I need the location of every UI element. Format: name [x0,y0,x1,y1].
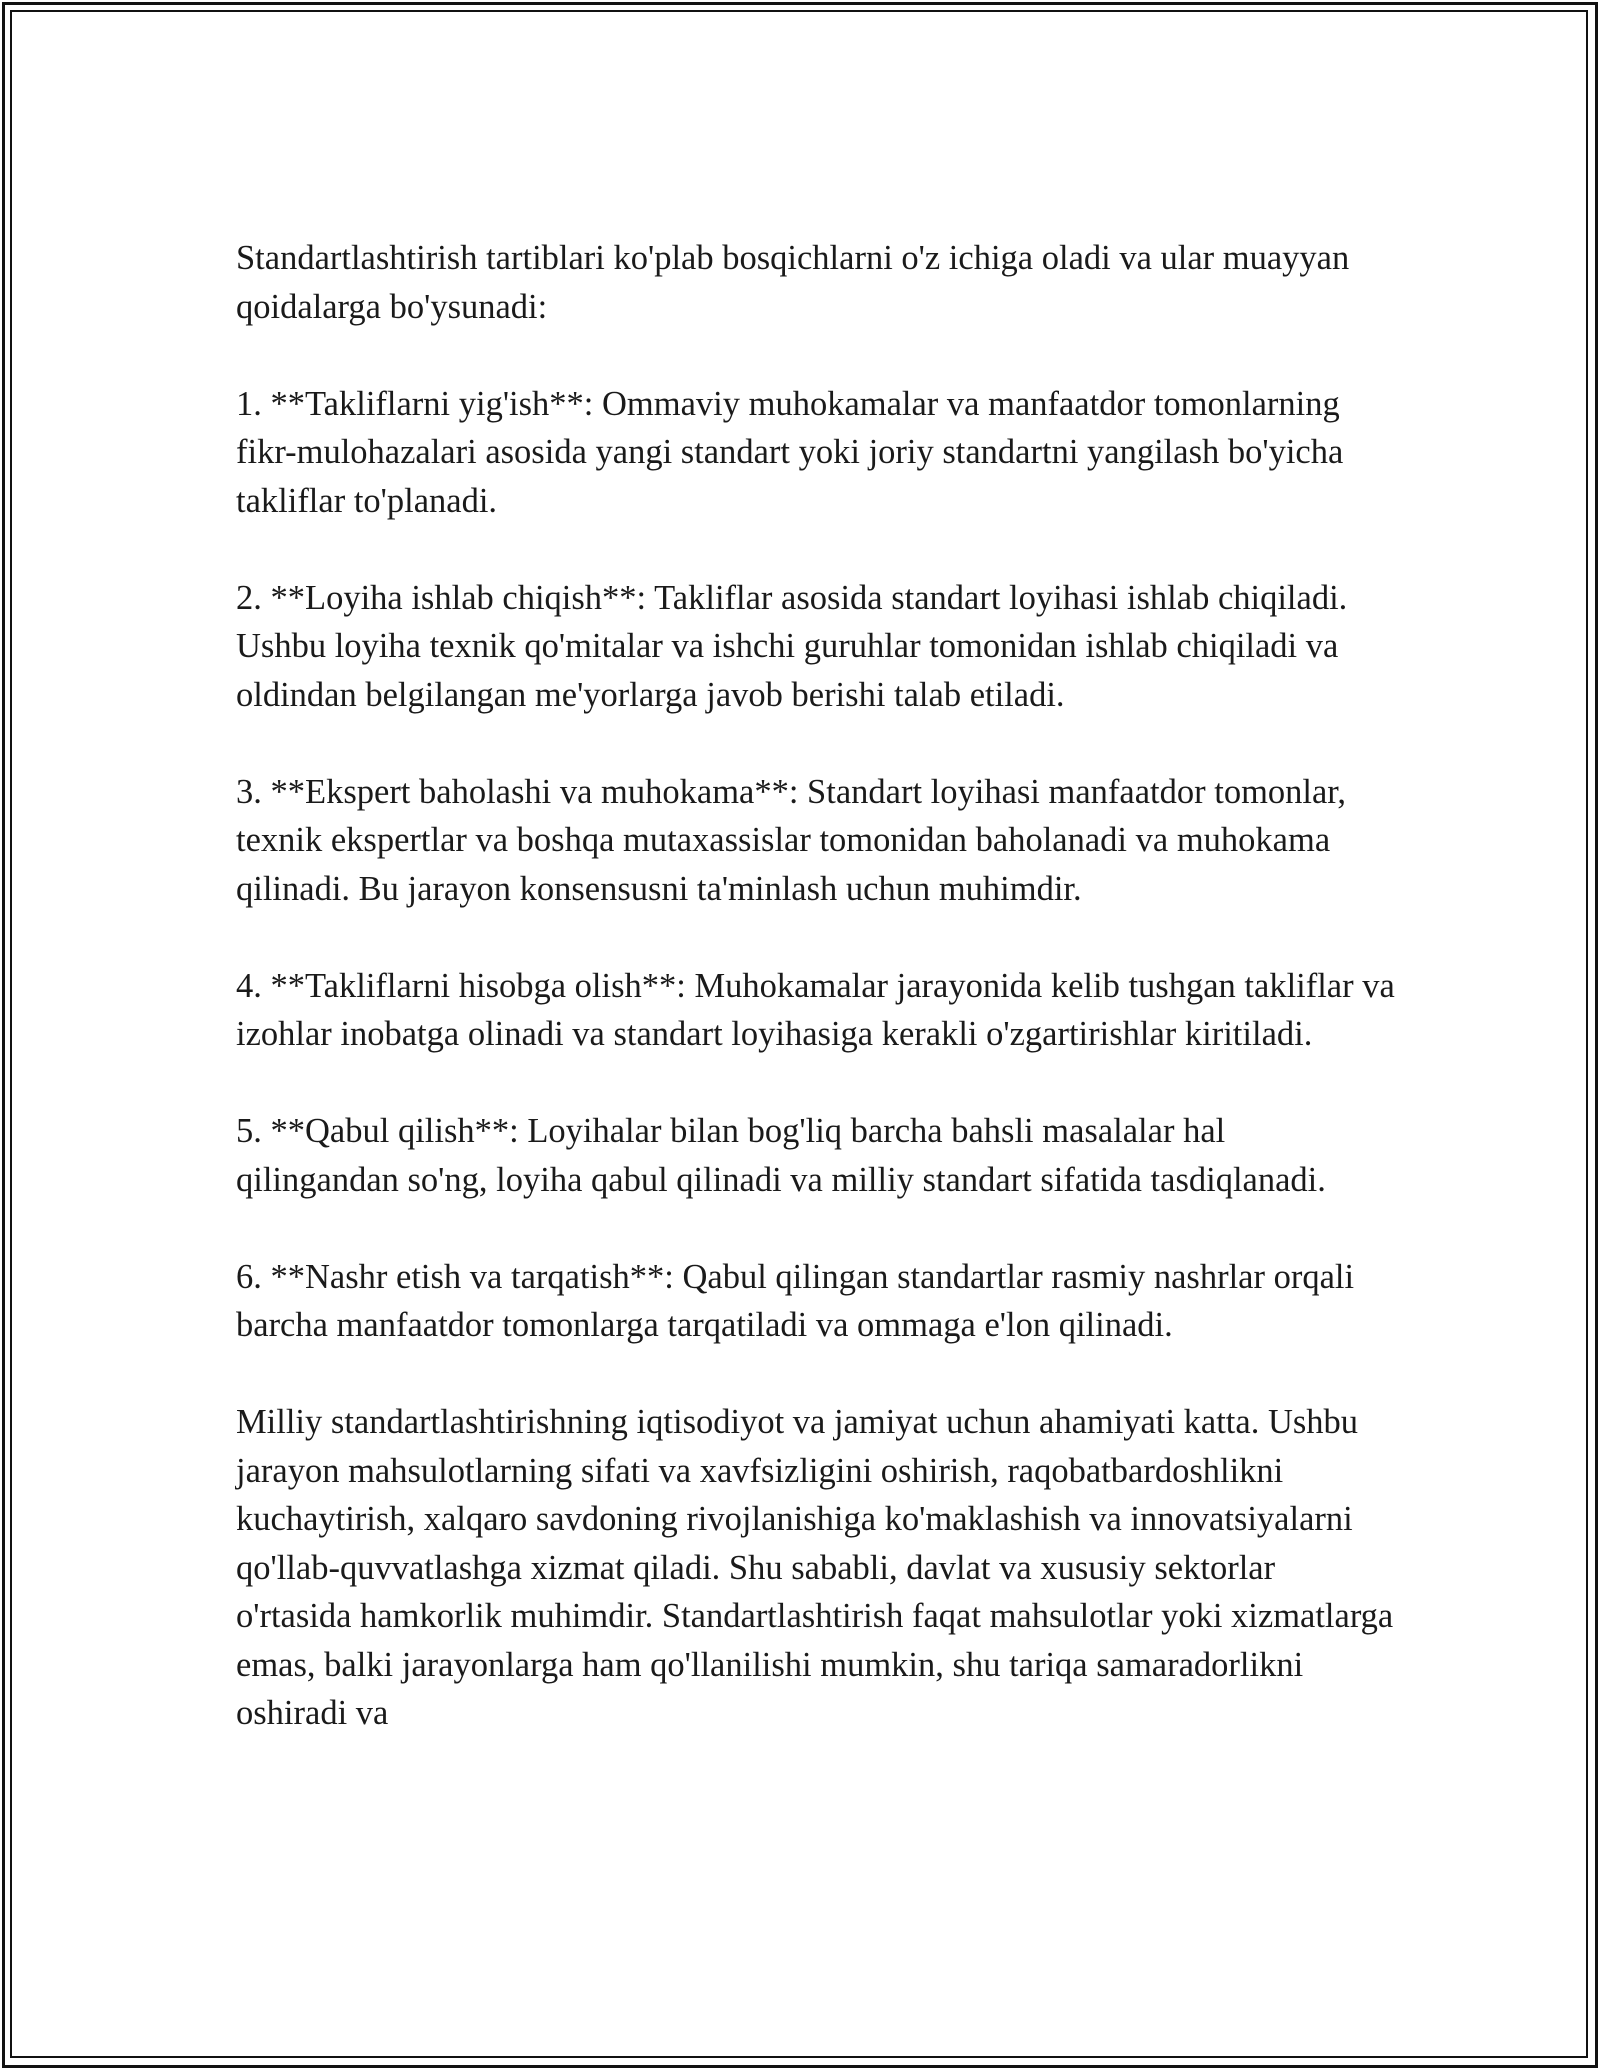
intro-paragraph: Standartlashtirish tartiblari ko'plab bosqichlarni o'z ichiga oladi va ular muayyan qoidalarga bo'ysunadi: [236,239,1350,326]
step-5-paragraph: 5. **Qabul qilish**: Loyihalar bilan bog'liq barcha bahsli masalalar hal qilingandan so'ng, loyiha qabul qilinadi va milliy standart sifatida tasdiqlanadi. [236,1112,1326,1199]
step-1-paragraph: 1. **Takliflarni yig'ish**: Ommaviy muhokamalar va manfaatdor tomonlarning fikr-mulohazalari asosida yangi standart yoki joriy standartni yangilash bo'yicha takliflar to'planadi. [236,384,1344,520]
closing-paragraph: Milliy standartlashtirishning iqtisodiyot va jamiyat uchun ahamiyati katta. Ushbu jarayon mahsulotlarning sifati va xavfsizligini oshirish, raqobatbardoshlikni kuchaytirish, xalqaro savdoning rivojlanishiga ko'maklashish va innovatsiyalarni qo'llab-quvvatlashga xizmat qiladi. Shu sababli, davlat va xususiy sektorlar o'rtasida hamkorlik muhimdir. Standartlashtirish faqat mahsulotlar yoki xizmatlarga emas, balki jarayonlarga ham qo'llanilishi mumkin, shu tariqa samaradorlikni oshiradi va [236,1403,1394,1732]
step-3-paragraph: 3. **Ekspert baholashi va muhokama**: Standart loyihasi manfaatdor tomonlar, texnik ekspertlar va boshqa mutaxassislar tomonidan baholanadi va muhokama qilinadi. Bu jarayon konsensusni ta'minlash uchun muhimdir. [236,772,1347,908]
step-2-paragraph: 2. **Loyiha ishlab chiqish**: Takliflar asosida standart loyihasi ishlab chiqiladi. Ushbu loyiha texnik qo'mitalar va ishchi guruhlar tomonidan ishlab chiqiladi va oldindan belgilangan me'yorlarga javob berishi talab etiladi. [236,578,1348,714]
document-body [236,234,1396,1738]
step-6-paragraph: 6. **Nashr etish va tarqatish**: Qabul qilingan standartlar rasmiy nashrlar orqali barcha manfaatdor tomonlarga tarqatiladi va ommaga e'lon qilinadi. [236,1257,1355,1344]
step-4-paragraph: 4. **Takliflarni hisobga olish**: Muhokamalar jarayonida kelib tushgan takliflar va izohlar inobatga olinadi va standart loyihasiga kerakli o'zgartirishlar kiritiladi. [236,966,1395,1053]
